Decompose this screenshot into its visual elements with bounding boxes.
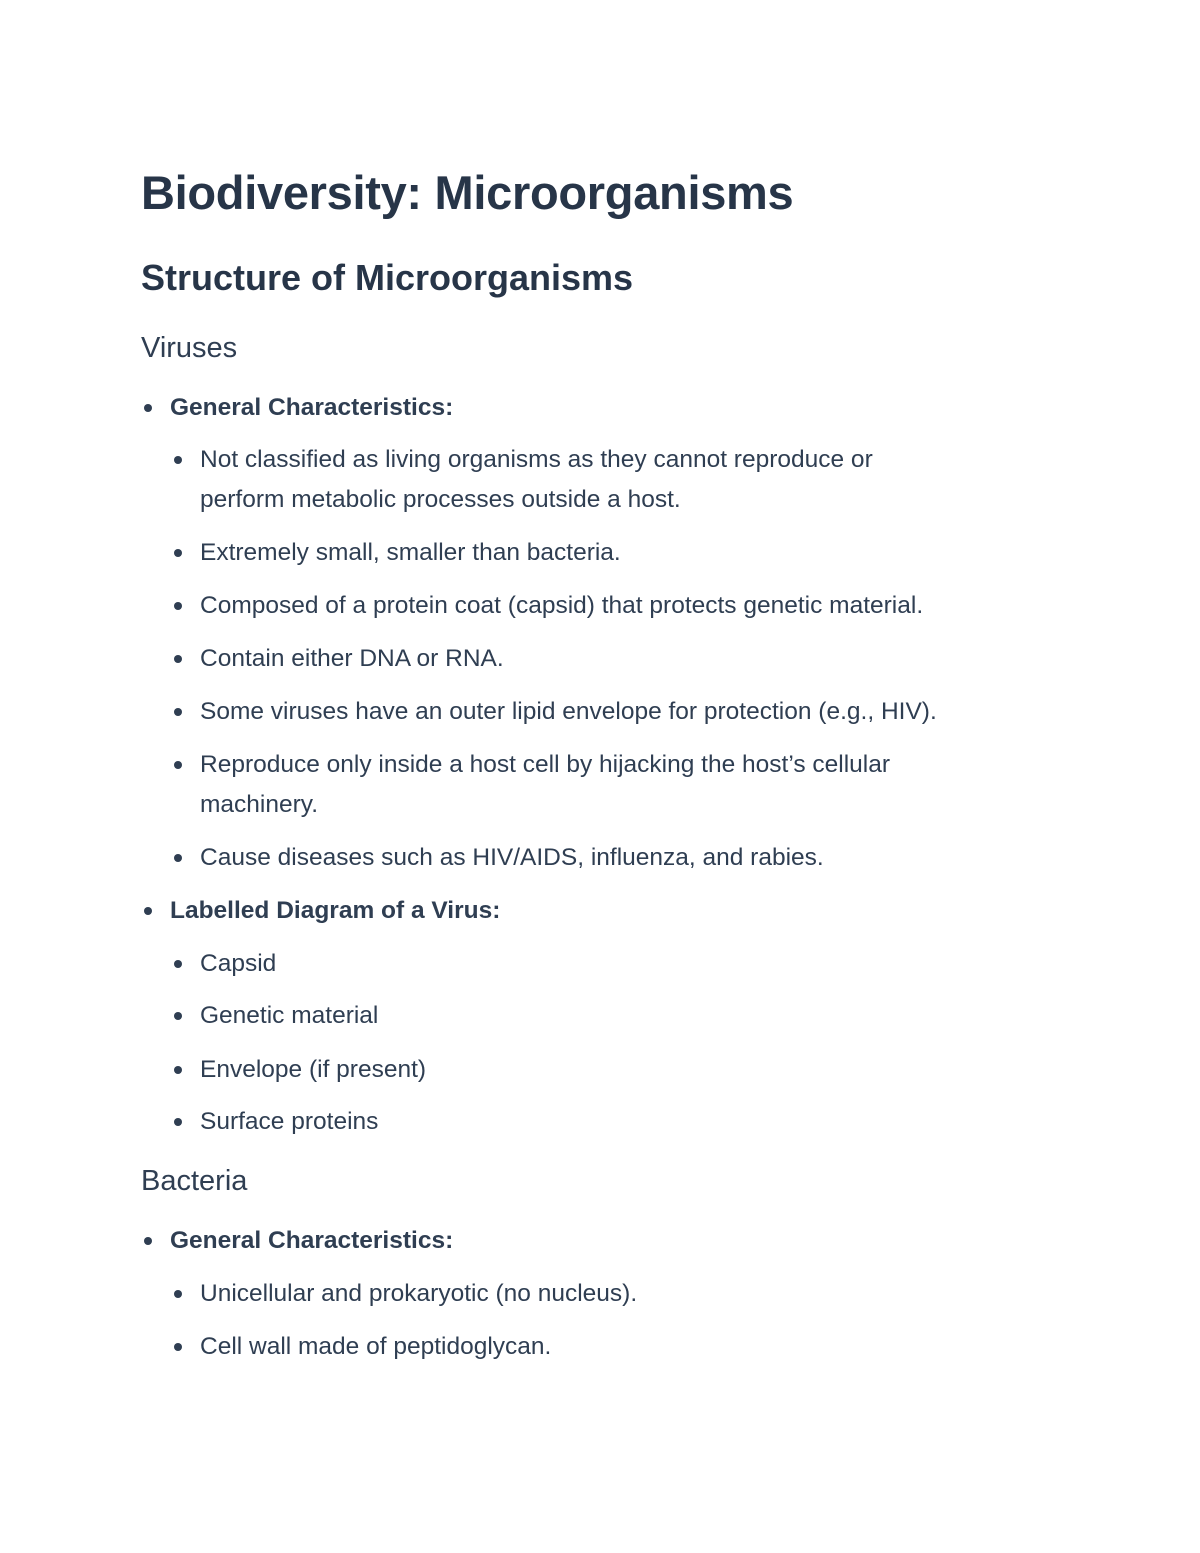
bullet-icon: [174, 1066, 182, 1074]
list-item-text: Reproduce only inside a host cell by hijacking the host’s cellular: [200, 751, 891, 778]
list-item: [200, 639, 504, 679]
list-item-text: Capsid: [200, 950, 277, 977]
list-item: [200, 1050, 426, 1090]
list-item: [200, 586, 923, 626]
list-item-text: perform metabolic processes outside a host.: [200, 486, 681, 513]
viruses-diagram-label: Labelled Diagram of a Virus:: [170, 897, 501, 924]
list-item-text: Contain either DNA or RNA.: [200, 645, 504, 672]
bullet-icon: [144, 1237, 152, 1245]
bullet-icon: [174, 761, 182, 769]
bacteria-heading: Bacteria: [141, 1165, 248, 1197]
bullet-icon: [174, 854, 182, 862]
bullet-icon: [144, 404, 152, 412]
list-item-text: machinery.: [200, 791, 319, 818]
list-item: [200, 533, 621, 573]
list-item-text: Extremely small, smaller than bacteria.: [200, 539, 621, 566]
bullet-icon: [174, 602, 182, 610]
viruses-heading: Viruses: [141, 332, 238, 364]
list-item-text: Some viruses have an outer lipid envelope for protection (e.g., HIV).: [200, 698, 937, 725]
list-item-continuation: [200, 785, 318, 825]
bullet-icon: [174, 1012, 182, 1020]
list-item: [200, 944, 276, 984]
bullet-icon: [174, 960, 182, 968]
bullet-icon: [174, 708, 182, 716]
list-item-text: Cause diseases such as HIV/AIDS, influenza, and rabies.: [200, 844, 824, 871]
section-title: Structure of Microorganisms: [141, 257, 634, 298]
viruses-general-label: General Characteristics:: [170, 394, 454, 421]
bullet-icon: [174, 1118, 182, 1126]
bacteria-general-label: General Characteristics:: [170, 1227, 454, 1254]
bullet-icon: [174, 1290, 182, 1298]
list-item: [200, 996, 378, 1036]
list-item: [200, 1327, 551, 1367]
list-item: [170, 1221, 453, 1261]
list-item-text: Not classified as living organisms as they cannot reproduce or: [200, 446, 873, 473]
bullet-icon: [174, 1343, 182, 1351]
list-item: [200, 1274, 637, 1314]
bullet-icon: [174, 456, 182, 464]
list-item: [200, 1102, 378, 1142]
document-title: Biodiversity: Microorganisms: [141, 166, 794, 219]
list-item: [170, 891, 500, 931]
list-item-text: Unicellular and prokaryotic (no nucleus).: [200, 1280, 638, 1307]
bullet-icon: [144, 907, 152, 915]
list-item: [200, 838, 824, 878]
list-item-text: Composed of a protein coat (capsid) that protects genetic material.: [200, 592, 924, 619]
list-item-text: Envelope (if present): [200, 1056, 427, 1083]
list-item-continuation: [200, 480, 681, 520]
list-item: [200, 692, 937, 732]
list-item-text: Surface proteins: [200, 1108, 379, 1135]
list-item-text: Genetic material: [200, 1002, 379, 1029]
list-item: [200, 440, 873, 480]
bullet-icon: [174, 655, 182, 663]
list-item: [200, 745, 890, 785]
list-item-text: Cell wall made of peptidoglycan.: [200, 1333, 552, 1360]
bullet-icon: [174, 549, 182, 557]
list-item: [170, 388, 453, 428]
